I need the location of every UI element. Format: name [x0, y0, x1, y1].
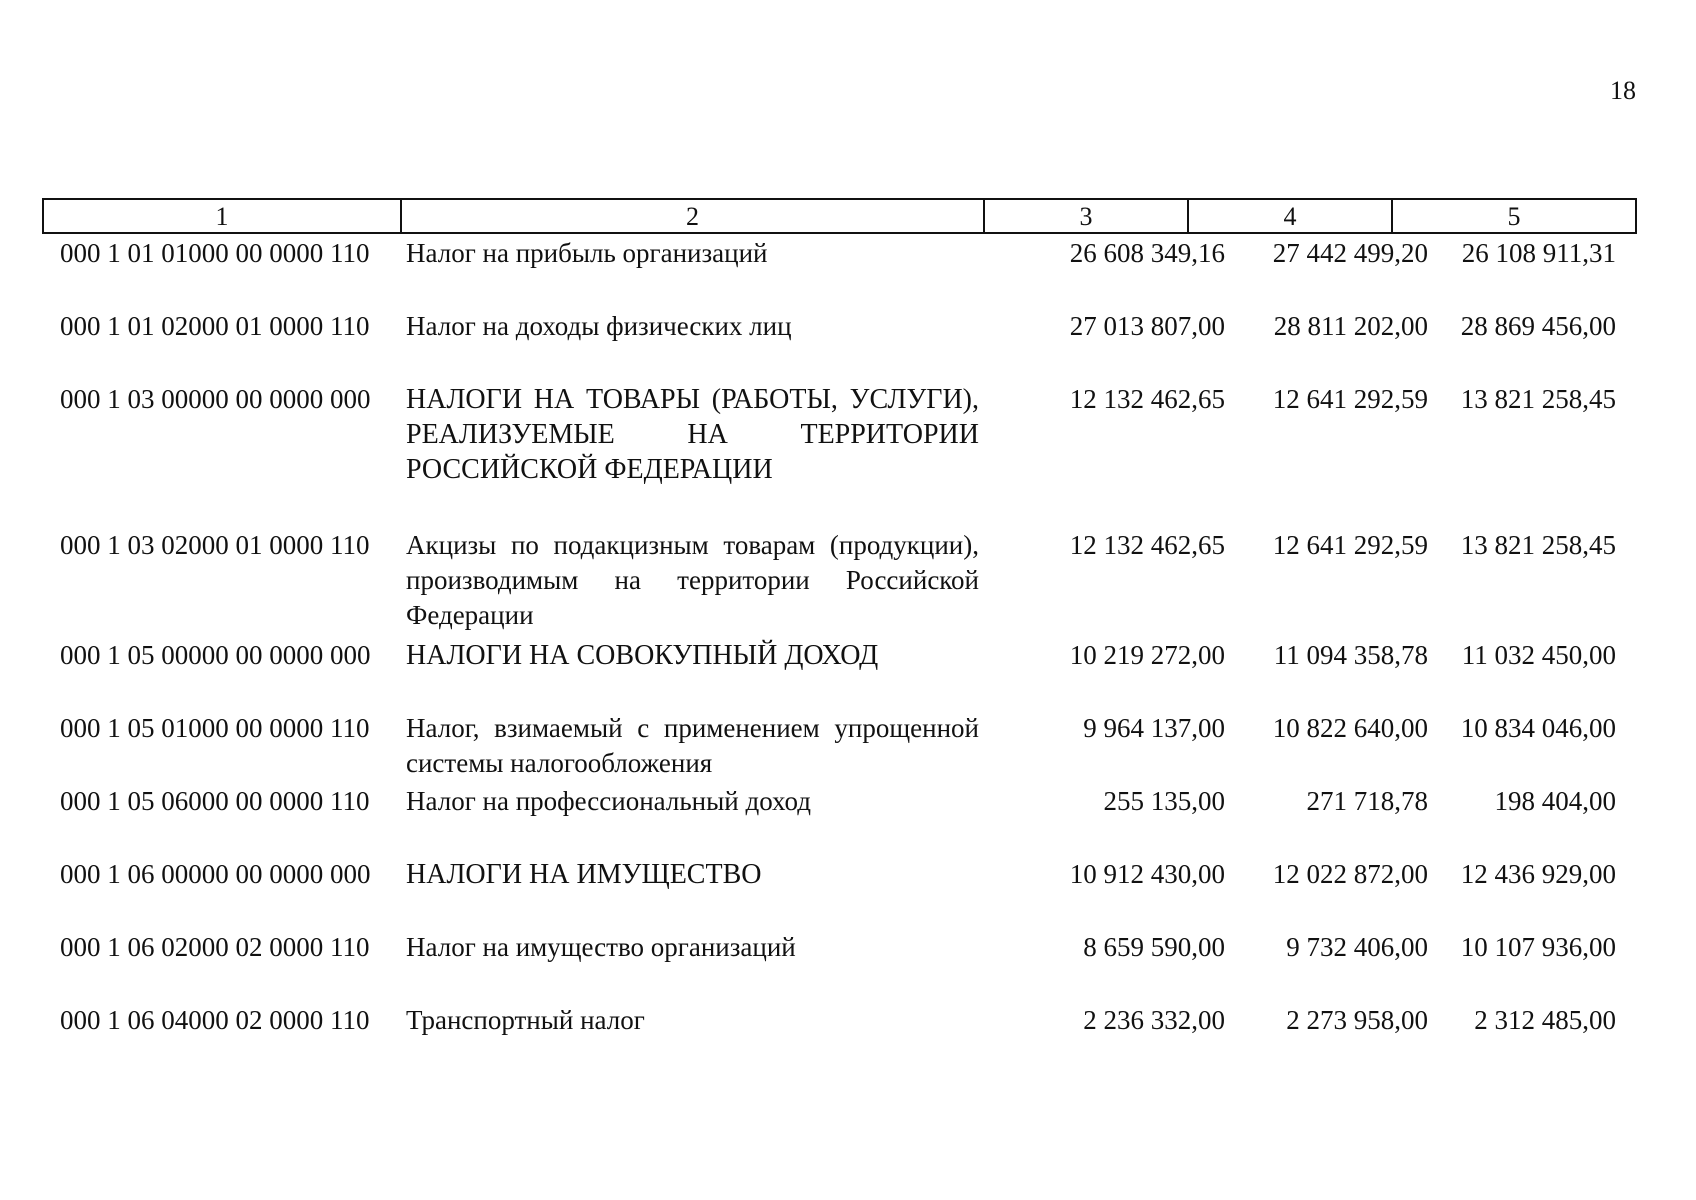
value-col-4: 27 442 499,20 [1272, 238, 1428, 268]
budget-code: 000 1 01 02000 01 0000 110 [60, 311, 370, 341]
value-col-4: 12 022 872,00 [1272, 859, 1428, 889]
value-col-3: 12 132 462,65 [1069, 384, 1225, 414]
budget-code: 000 1 05 06000 00 0000 110 [60, 786, 370, 816]
revenue-name: Налог на прибыль организаций [406, 238, 768, 268]
value-col-3: 26 608 349,16 [1069, 238, 1225, 268]
value-col-3: 2 236 332,00 [1083, 1005, 1225, 1035]
revenue-name: НАЛОГИ НА ТОВАРЫ (РАБОТЫ, УСЛУГИ), РЕАЛИЗУЕМЫЕ НА ТЕРРИТОРИИ РОССИЙСКОЙ ФЕДЕРАЦИИ [406, 384, 979, 485]
value-col-5: 198 404,00 [1494, 786, 1616, 816]
value-col-4: 2 273 958,00 [1286, 1005, 1428, 1035]
revenue-name: Транспортный налог [406, 1005, 645, 1035]
column-header-2: 2 [402, 200, 985, 232]
budget-code: 000 1 06 04000 02 0000 110 [60, 1005, 370, 1035]
value-col-4: 11 094 358,78 [1273, 640, 1428, 670]
page-number: 18 [1610, 76, 1636, 105]
value-col-5: 13 821 258,45 [1460, 530, 1616, 560]
value-col-4: 9 732 406,00 [1286, 932, 1428, 962]
revenue-name: НАЛОГИ НА СОВОКУПНЫЙ ДОХОД [406, 640, 879, 671]
value-col-5: 10 107 936,00 [1460, 932, 1616, 962]
value-col-5: 26 108 911,31 [1461, 238, 1616, 268]
value-col-4: 271 718,78 [1306, 786, 1428, 816]
revenue-name: Налог на имущество организаций [406, 932, 796, 962]
value-col-5: 11 032 450,00 [1461, 640, 1616, 670]
column-header-1: 1 [44, 200, 402, 232]
value-col-5: 10 834 046,00 [1460, 713, 1616, 743]
value-col-4: 12 641 292,59 [1272, 384, 1428, 414]
value-col-4: 12 641 292,59 [1272, 530, 1428, 560]
revenue-name: Акцизы по подакцизным товарам (продукции), производимым на территории Российской Федерации [406, 530, 979, 630]
revenue-name: Налог на доходы физических лиц [406, 311, 792, 341]
value-col-5: 2 312 485,00 [1474, 1005, 1616, 1035]
column-header-3: 3 [985, 200, 1189, 232]
value-col-4: 28 811 202,00 [1273, 311, 1428, 341]
column-header-4: 4 [1189, 200, 1393, 232]
column-header-5: 5 [1507, 202, 1521, 231]
value-col-5: 28 869 456,00 [1460, 311, 1616, 341]
value-col-4: 10 822 640,00 [1272, 713, 1428, 743]
value-col-3: 9 964 137,00 [1083, 713, 1225, 743]
value-col-3: 12 132 462,65 [1069, 530, 1225, 560]
budget-code: 000 1 06 02000 02 0000 110 [60, 932, 370, 962]
value-col-3: 27 013 807,00 [1069, 311, 1225, 341]
budget-code: 000 1 03 00000 00 0000 000 [60, 384, 371, 414]
budget-code: 000 1 06 00000 00 0000 000 [60, 859, 371, 889]
value-col-3: 255 135,00 [1103, 786, 1225, 816]
revenue-name: Налог на профессиональный доход [406, 786, 811, 816]
value-col-5: 13 821 258,45 [1460, 384, 1616, 414]
budget-code: 000 1 05 00000 00 0000 000 [60, 640, 371, 670]
value-col-3: 8 659 590,00 [1083, 932, 1225, 962]
value-col-5: 12 436 929,00 [1460, 859, 1616, 889]
revenue-name: НАЛОГИ НА ИМУЩЕСТВО [406, 859, 762, 890]
budget-code: 000 1 03 02000 01 0000 110 [60, 530, 370, 560]
budget-code: 000 1 01 01000 00 0000 110 [60, 238, 370, 268]
table-header [42, 198, 1637, 234]
value-col-3: 10 219 272,00 [1069, 640, 1225, 670]
value-col-3: 10 912 430,00 [1069, 859, 1225, 889]
revenue-name: Налог, взимаемый с применением упрощенной системы налогообложения [406, 713, 979, 778]
budget-code: 000 1 05 01000 00 0000 110 [60, 713, 370, 743]
